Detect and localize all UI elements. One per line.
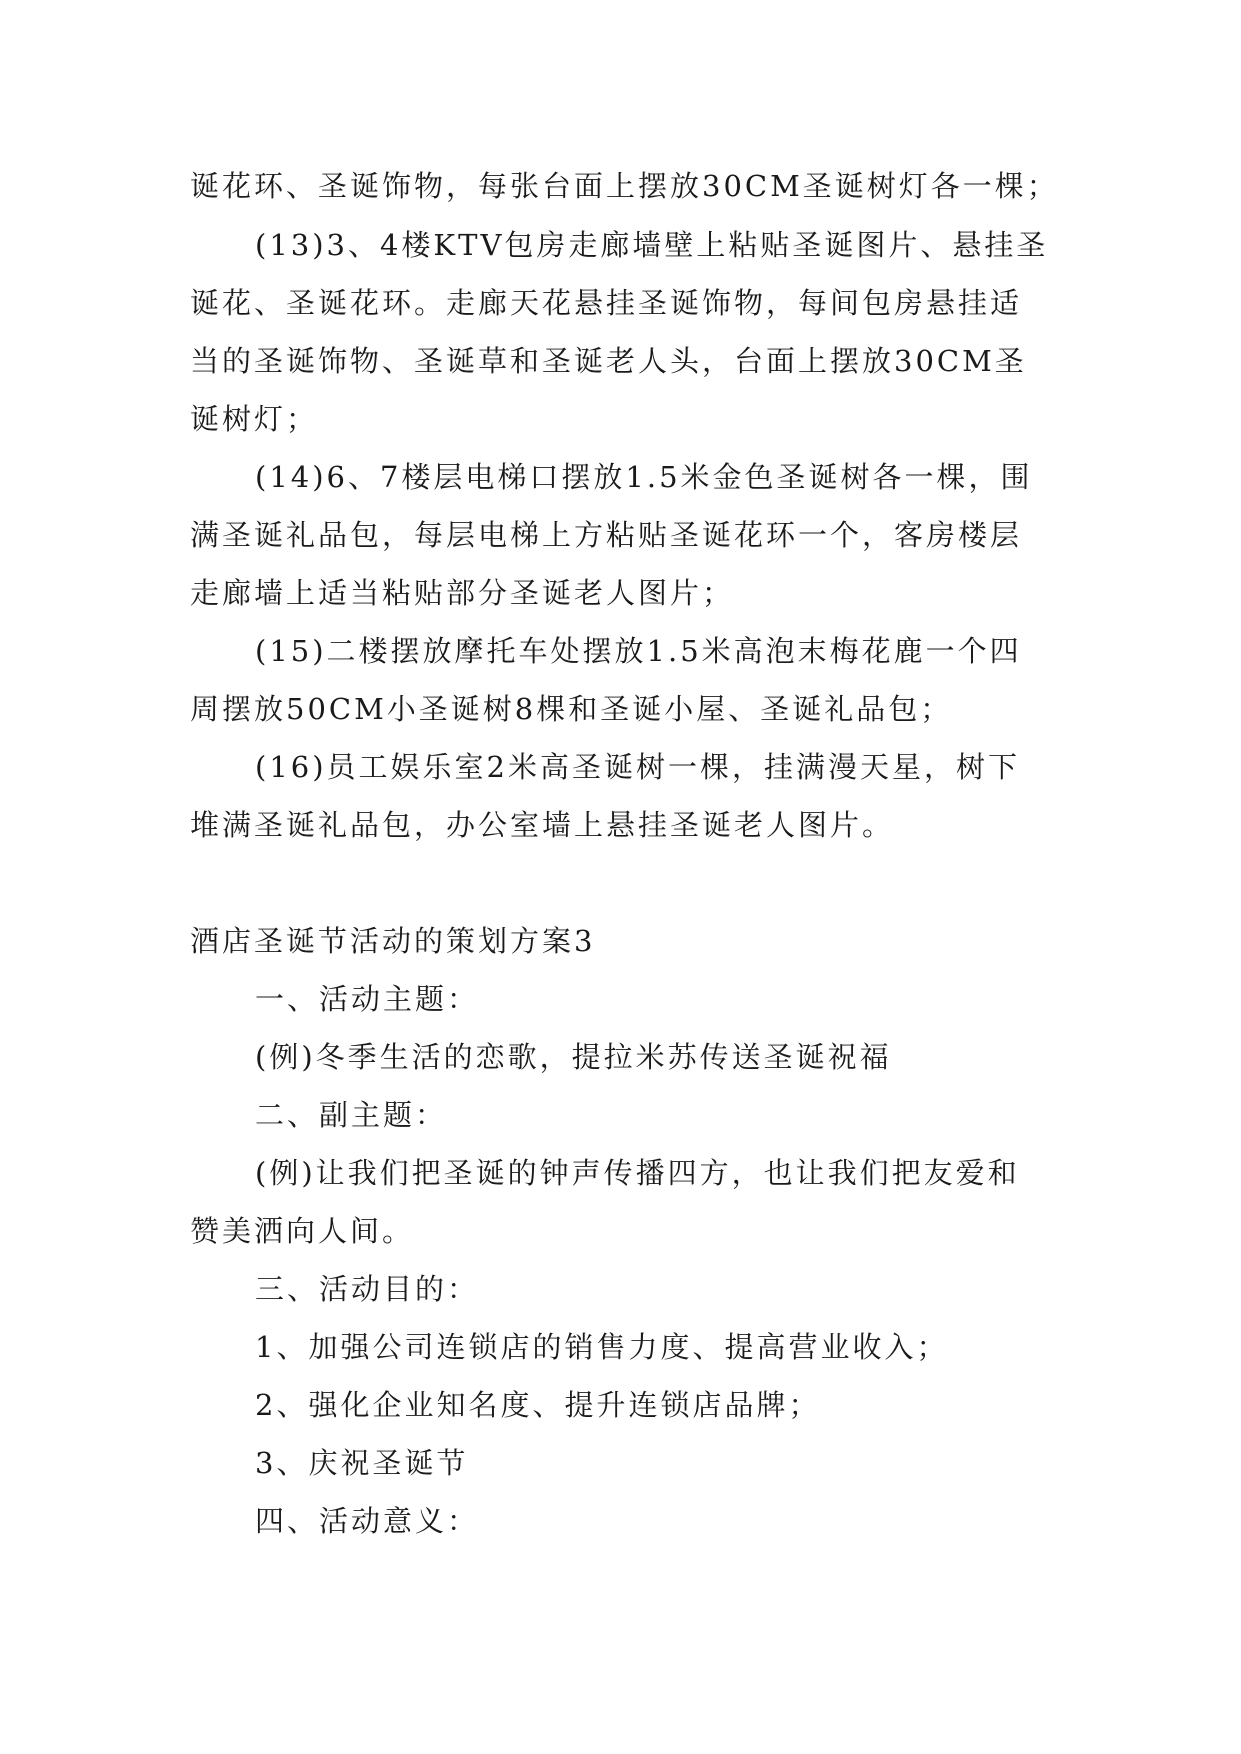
body-text-line: 赞美洒向人间。 <box>190 1214 415 1248</box>
body-text-line: 诞树灯； <box>190 402 319 436</box>
body-text-line: 诞花、圣诞花环。走廊天花悬挂圣诞饰物，每间包房悬挂适 <box>190 286 1023 320</box>
purpose-item: 1、加强公司连锁店的销售力度、提高营业收入； <box>255 1330 949 1364</box>
heading-theme: 一、活动主题： <box>255 982 480 1016</box>
theme-example: (例)冬季生活的恋歌，提拉米苏传送圣诞祝福 <box>255 1040 892 1074</box>
subtheme-example: (例)让我们把圣诞的钟声传播四方，也让我们把友爱和 <box>255 1156 1020 1190</box>
item-14-line: (14)6、7楼层电梯口摆放1.5米金色圣诞树各一棵，围 <box>255 460 1033 494</box>
body-text-line: 走廊墙上适当粘贴部分圣诞老人图片； <box>190 576 735 610</box>
item-15-line: (15)二楼摆放摩托车处摆放1.5米高泡末梅花鹿一个四 <box>255 634 1022 668</box>
heading-purpose: 三、活动目的： <box>255 1272 480 1306</box>
body-text-line: 周摆放50CM小圣诞树8棵和圣诞小屋、圣诞礼品包； <box>190 692 953 726</box>
body-text-line: 满圣诞礼品包，每层电梯上方粘贴圣诞花环一个，客房楼层 <box>190 518 1023 552</box>
purpose-item: 2、强化企业知名度、提升连锁店品牌； <box>255 1388 821 1422</box>
body-text-line: 当的圣诞饰物、圣诞草和圣诞老人头，台面上摆放30CM圣 <box>190 344 1027 378</box>
heading-subtheme: 二、副主题： <box>255 1098 448 1132</box>
item-13-line: (13)3、4楼KTV包房走廊墙壁上粘贴圣诞图片、悬挂圣 <box>255 228 1049 262</box>
purpose-item: 3、庆祝圣诞节 <box>255 1446 469 1480</box>
item-16-line: (16)员工娱乐室2米高圣诞树一棵，挂满漫天星，树下 <box>255 750 1020 784</box>
section-title: 酒店圣诞节活动的策划方案3 <box>190 924 596 958</box>
body-text-line: 诞花环、圣诞饰物，每张台面上摆放30CM圣诞树灯各一棵； <box>190 169 1059 203</box>
heading-significance: 四、活动意义： <box>255 1504 480 1538</box>
body-text-line: 堆满圣诞礼品包，办公室墙上悬挂圣诞老人图片。 <box>190 808 895 842</box>
